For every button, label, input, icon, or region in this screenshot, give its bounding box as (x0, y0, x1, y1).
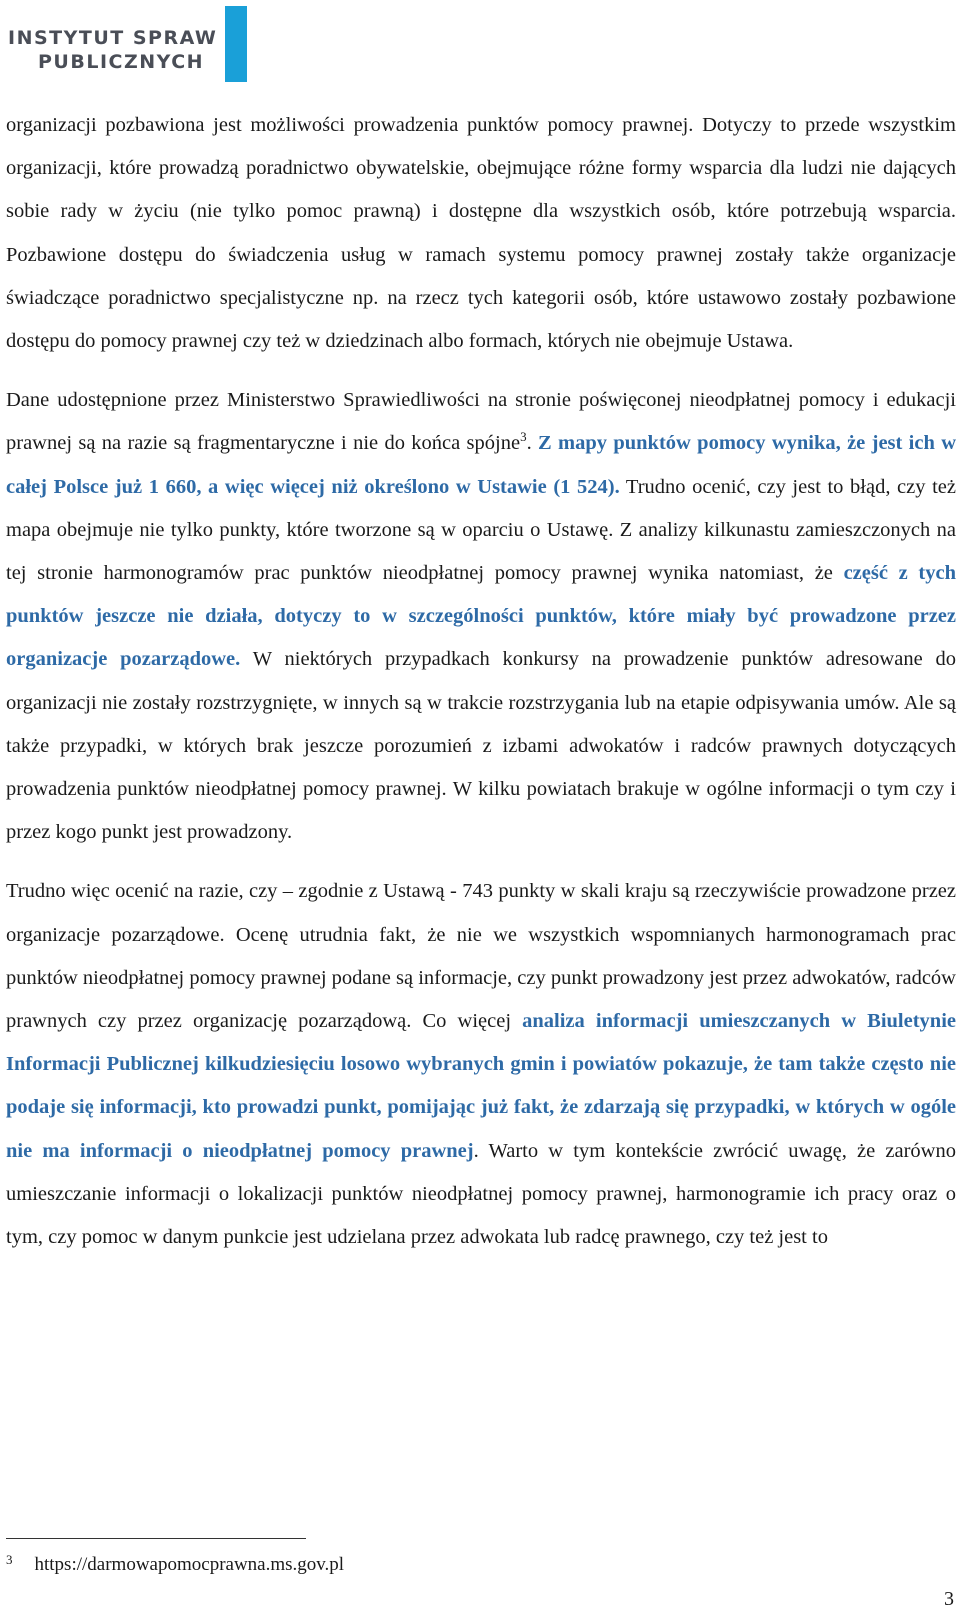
page-number: 3 (944, 1588, 954, 1610)
highlight-points-not-working: część z tych punktów jeszcze nie działa, dotyczy to w szczególności punktów, które miały być prowadzone przez organizacje pozarządowe. (6, 562, 956, 671)
highlight-map-points: Z mapy punktów pomocy wynika, że jest ich w całej Polsce już 1 660, a więc więcej niż określono w Ustawie (1 524). (6, 432, 957, 498)
footnote-separator (6, 1538, 306, 1539)
footnote-number: 3 (6, 1552, 13, 1567)
paragraph-2 (6, 379, 956, 854)
logo-accent-bar (225, 6, 247, 82)
footnote-reference: 3 (520, 429, 527, 445)
paragraph-1: organizacji pozbawiona jest możliwości prowadzenia punktów pomocy prawnej. Dotyczy to przede wszystkim organizacji, które prowadzą poradnictwo obywatelskie, obejmujące różne formy wsparcia dla ludzi nie dających sobie rady w życiu (nie tylko pomoc prawną) i dostępne dla wszystkich osób, które potrzebują wsparcia. Pozbawione dostępu do świadczenia usług w ramach systemu pomocy prawnej zostały także organizacje świadczące poradnictwo specjalistyczne np. na rzecz tych kategorii osób, które ustawowo zostały pozbawione dostępu do pomocy prawnej czy też w dziedzinach albo formach, których nie obejmuje Ustawa. (6, 114, 956, 353)
institute-logo (8, 6, 247, 82)
paragraph-3-text-b: . Warto w tym kontekście zwrócić uwagę, że zarówno umieszczanie informacji o lokalizacji punktów nieodpłatnej pomocy prawnej, harmonogramie ich pracy oraz o tym, czy pomoc w danym punkcie jest udzielana przez adwokata lub radcę prawnego, czy też jest to (6, 1139, 956, 1249)
highlight-bip-analysis: analiza informacji umieszczanych w Biuletynie Informacji Publicznej kilkudziesięciu losowo wybranych gmin i powiatów pokazuje, że tam także często nie podaje się informacji, kto prowadzi punkt, pomijając już fakt, że zdarzają się przypadki, w których w ogóle nie ma informacji o nieodpłatnej pomocy prawnej (6, 1010, 956, 1162)
paragraph-2-text-d: W niektórych przypadkach konkursy na prowadzenie punktów adresowane do organizacji nie zostały rozstrzygnięte, w innych są w trakcie rozstrzygania lub na etapie odpisywania umów. Ale są także przypadki, w których brak jeszcze porozumień z izbami adwokatów i radców prawnych dotyczących prowadzenia punktów nieodpłatnej pomocy prawnej. W kilku powiatach brakuje w ogólne informacji o tym czy i przez kogo punkt jest prowadzony. (6, 648, 956, 844)
logo-line-1: INSTYTUT SPRAW (8, 27, 218, 49)
paragraph-2-text-b: . (526, 432, 539, 455)
logo-text (8, 6, 225, 82)
paragraph-3-text-a: Trudno więc ocenić na razie, czy – zgodnie z Ustawą - 743 punkty w skali kraju są rzeczywiście prowadzone przez organizacje pozarządowe. Ocenę utrudnia fakt, że nie we wszystkich wspomnianych harmonogramach prac punktów nieodpłatnej pomocy prawnej podane są informacje, czy punkt prowadzony jest przez adwokatów, radców prawnych czy przez organizację pozarządową. Co więcej (6, 880, 956, 1033)
document-body (6, 104, 956, 1275)
paragraph-2-text-c: Trudno ocenić, czy jest to błąd, czy też mapa obejmuje nie tylko punkty, które tworzone są w oparciu o Ustawę. Z analizy kilkunastu zamieszczonych na tej stronie harmonogramów prac punktów nieodpłatnej pomocy prawnej wynika natomiast, że (6, 475, 956, 585)
paragraph-3 (6, 870, 956, 1259)
paragraph-2-text-a: Dane udostępnione przez Ministerstwo Sprawiedliwości na stronie poświęconej nieodpłatnej pomocy i edukacji prawnej są na razie są fragmentaryczne i nie do końca spójne (6, 389, 956, 455)
footnote-link[interactable]: https://darmowapomocprawna.ms.gov.pl (34, 1554, 345, 1575)
logo-line-2: PUBLICZNYCH (38, 51, 205, 73)
footnote (6, 1548, 344, 1577)
